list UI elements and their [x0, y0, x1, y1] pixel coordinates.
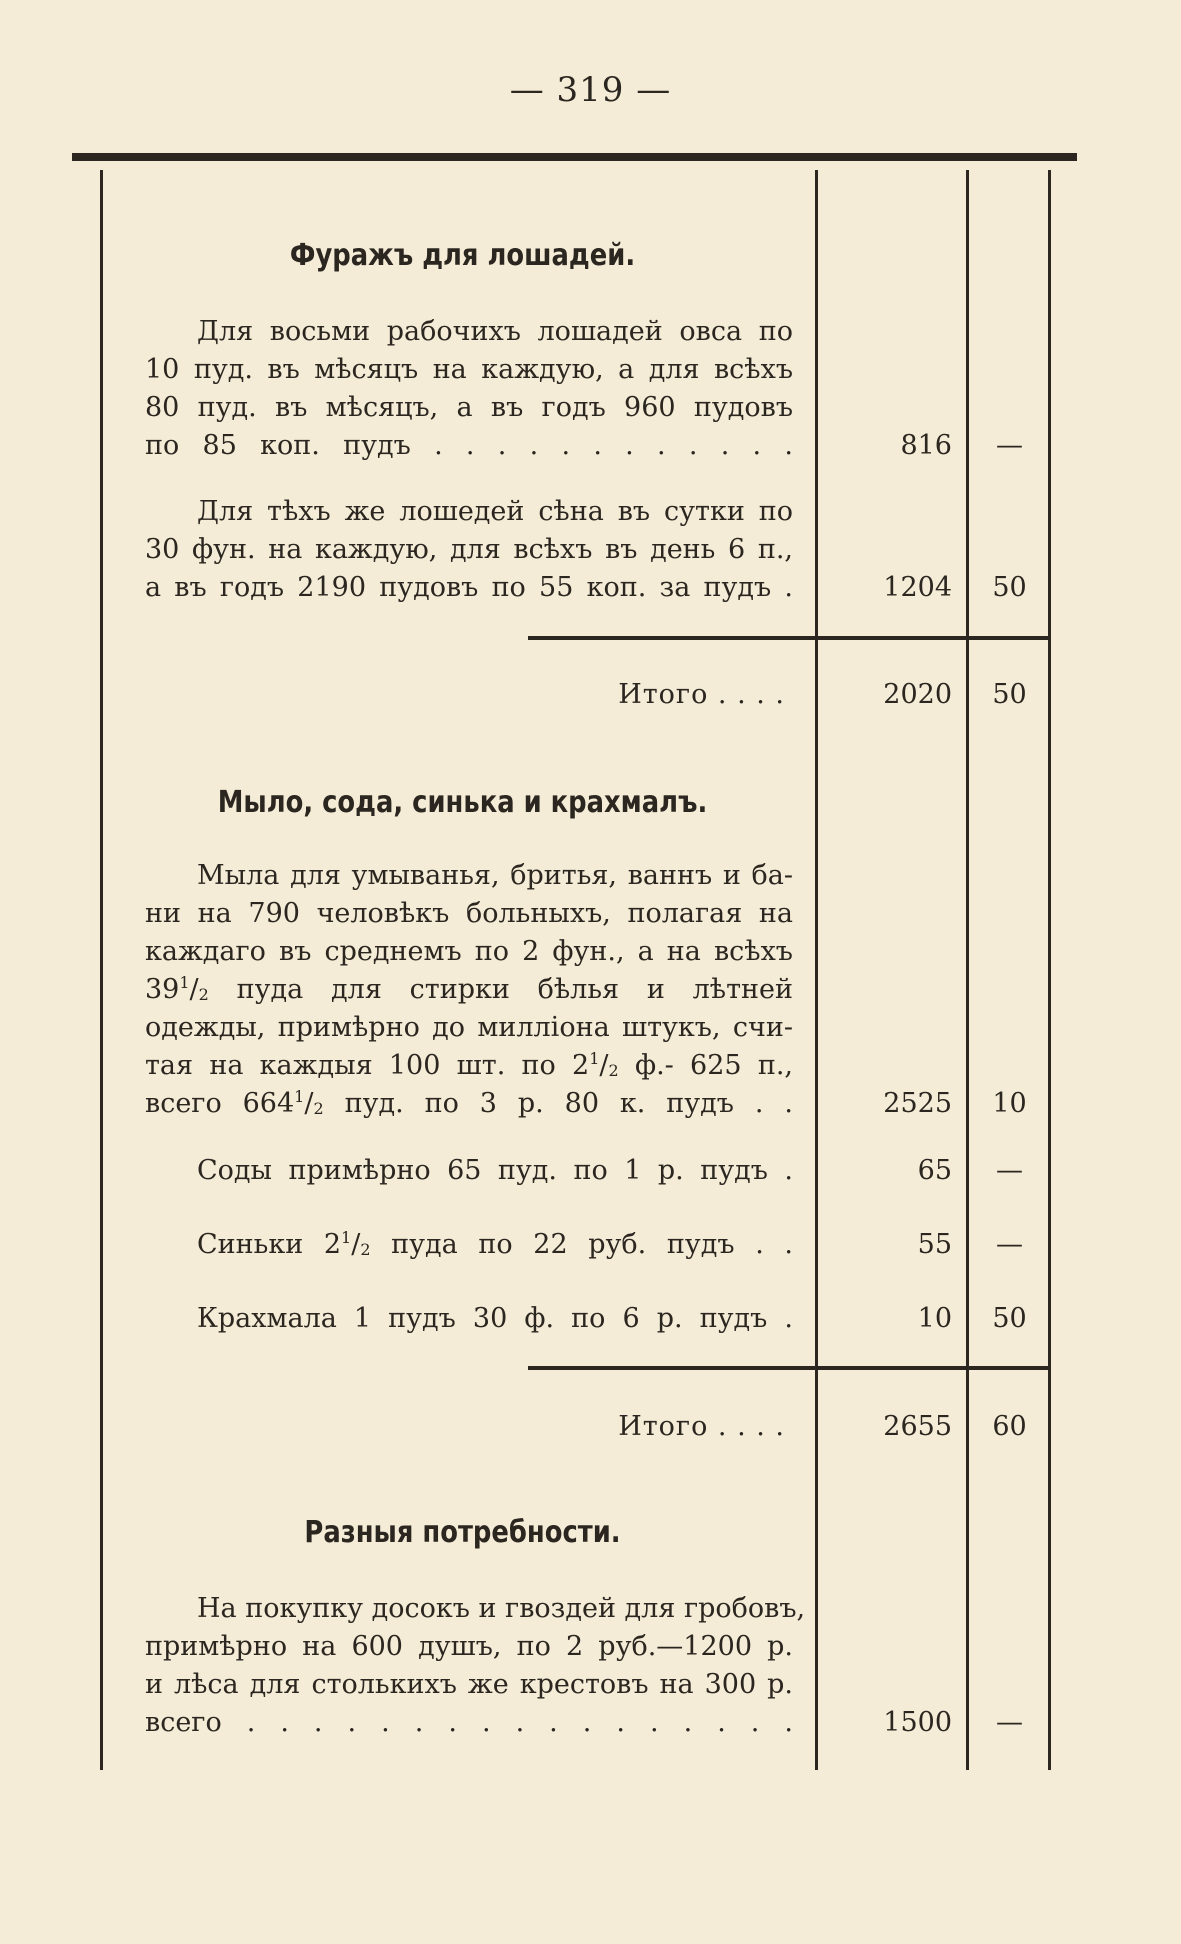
total-kopecks: 60 [992, 1411, 1027, 1442]
text-segment: всего 664 [145, 1088, 295, 1119]
text-line: примѣрно на 600 душъ, по 2 руб.—1200 р. [145, 1631, 793, 1662]
total-label: Итого . . . . [618, 1411, 785, 1442]
text-segment: пуда для стирки бѣлья и лѣтней [236, 974, 793, 1005]
rubles-value: 1500 [883, 1707, 952, 1738]
rubles-value: 65 [917, 1155, 952, 1186]
fraction-denominator: 2 [313, 1099, 324, 1118]
left-border-line [100, 170, 103, 1770]
text-line: Для восьми рабочихъ лошадей овса по [197, 316, 793, 347]
fraction-numerator: 1 [341, 1228, 352, 1247]
kopecks-value: — [996, 1707, 1023, 1738]
text-line: $39^1/_2$ пуда для стирки бѣлья и лѣтней [145, 973, 793, 1005]
fraction-numerator: 1 [589, 1049, 600, 1068]
rubles-column-left-line [815, 170, 818, 1770]
text-line: ни на 790 человѣкъ больныхъ, полагая на [145, 898, 793, 929]
rubles-value: 2525 [883, 1088, 952, 1119]
text-line: Для тѣхъ же лошедей сѣна въ сутки по [197, 496, 793, 527]
bluing-item: Синьки $2^1/_2$ пуда по 22 руб. пудъ . . [197, 1228, 793, 1260]
fraction-denominator: 2 [608, 1061, 619, 1080]
total-kopecks: 50 [992, 679, 1027, 710]
text-segment: Синьки 2 [197, 1229, 342, 1260]
kopecks-value: — [996, 1155, 1023, 1186]
text-line: 10 пуд. въ мѣсяцъ на каждую, а для всѣхъ [145, 354, 793, 385]
text-line: тая на каждыя 100 шт. по $2^1/_2$ ф.- 625 п., [145, 1049, 794, 1081]
text-line: по 85 коп. пудъ . . . . . . . . . . . . [145, 430, 793, 461]
kopecks-value: 50 [992, 572, 1027, 603]
right-border-line [1048, 170, 1051, 1770]
kopecks-value: 10 [992, 1088, 1027, 1119]
text-segment: пуд. по 3 р. 80 к. пудъ . . [344, 1088, 793, 1119]
text-line: Мыла для умыванья, бритья, ваннъ и ба- [197, 860, 793, 891]
rubles-value: 1204 [883, 572, 952, 603]
text-line: 80 пуд. въ мѣсяцъ, а въ годъ 960 пудовъ [145, 392, 793, 423]
text-line: 30 фун. на каждую, для всѣхъ въ день 6 п., [145, 534, 793, 565]
fraction-numerator: 1 [179, 973, 190, 992]
kopecks-value: — [996, 430, 1023, 461]
kopecks-value: 50 [992, 1303, 1027, 1334]
fraction-denominator: 2 [360, 1240, 371, 1259]
coffins-item [145, 1590, 806, 1742]
fraction-denominator: 2 [198, 985, 209, 1004]
fodder-oats-item [145, 313, 793, 465]
fraction-numerator: 1 [294, 1087, 305, 1106]
subtotal-rule [528, 636, 1048, 640]
text-line: всего . . . . . . . . . . . . . . . . . [145, 1707, 793, 1738]
section-heading-misc: Разныя потребности. [304, 1515, 621, 1550]
rubles-value: 816 [900, 430, 952, 461]
rubles-value: 55 [917, 1229, 952, 1260]
total-rubles: 2020 [883, 679, 952, 710]
total-rubles: 2655 [883, 1411, 952, 1442]
kopecks-column-left-line [966, 170, 969, 1770]
section-heading-soap: Мыло, сода, синька и крахмалъ. [217, 785, 708, 820]
kopecks-value: — [996, 1229, 1023, 1260]
text-line: каждаго въ среднемъ по 2 фун., а на всѣхъ [145, 936, 793, 967]
text-segment: пуда по 22 руб. пудъ . . [391, 1229, 793, 1260]
text-line: На покупку досокъ и гвоздей для гробовъ, [197, 1593, 806, 1624]
section-heading-fodder: Фуражъ для лошадей. [289, 238, 636, 273]
top-rule [72, 153, 1077, 161]
text-segment: ф.- 625 п., [634, 1050, 794, 1081]
rubles-value: 10 [917, 1303, 952, 1334]
text-line: а въ годъ 2190 пудовъ по 55 коп. за пудъ . [145, 572, 793, 603]
total-label: Итого . . . . [618, 679, 785, 710]
soda-item: Соды примѣрно 65 пуд. по 1 р. пудъ . [197, 1155, 793, 1186]
text-line: одежды, примѣрно до милліона штукъ, счи- [145, 1012, 793, 1043]
number: 39 [145, 974, 180, 1005]
fodder-hay-item [145, 493, 793, 607]
subtotal-rule [528, 1366, 1048, 1370]
text-line: всего $664^1/_2$ пуд. по 3 р. 80 к. пудъ . . [145, 1087, 793, 1119]
page-number: — 319 — [509, 70, 672, 110]
starch-item: Крахмала 1 пудъ 30 ф. по 6 р. пудъ . [197, 1303, 793, 1334]
soap-item [145, 857, 793, 1123]
text-line: и лѣса для столькихъ же крестовъ на 300 р. [145, 1669, 793, 1700]
text-segment: тая на каждыя 100 шт. по 2 [145, 1050, 590, 1081]
